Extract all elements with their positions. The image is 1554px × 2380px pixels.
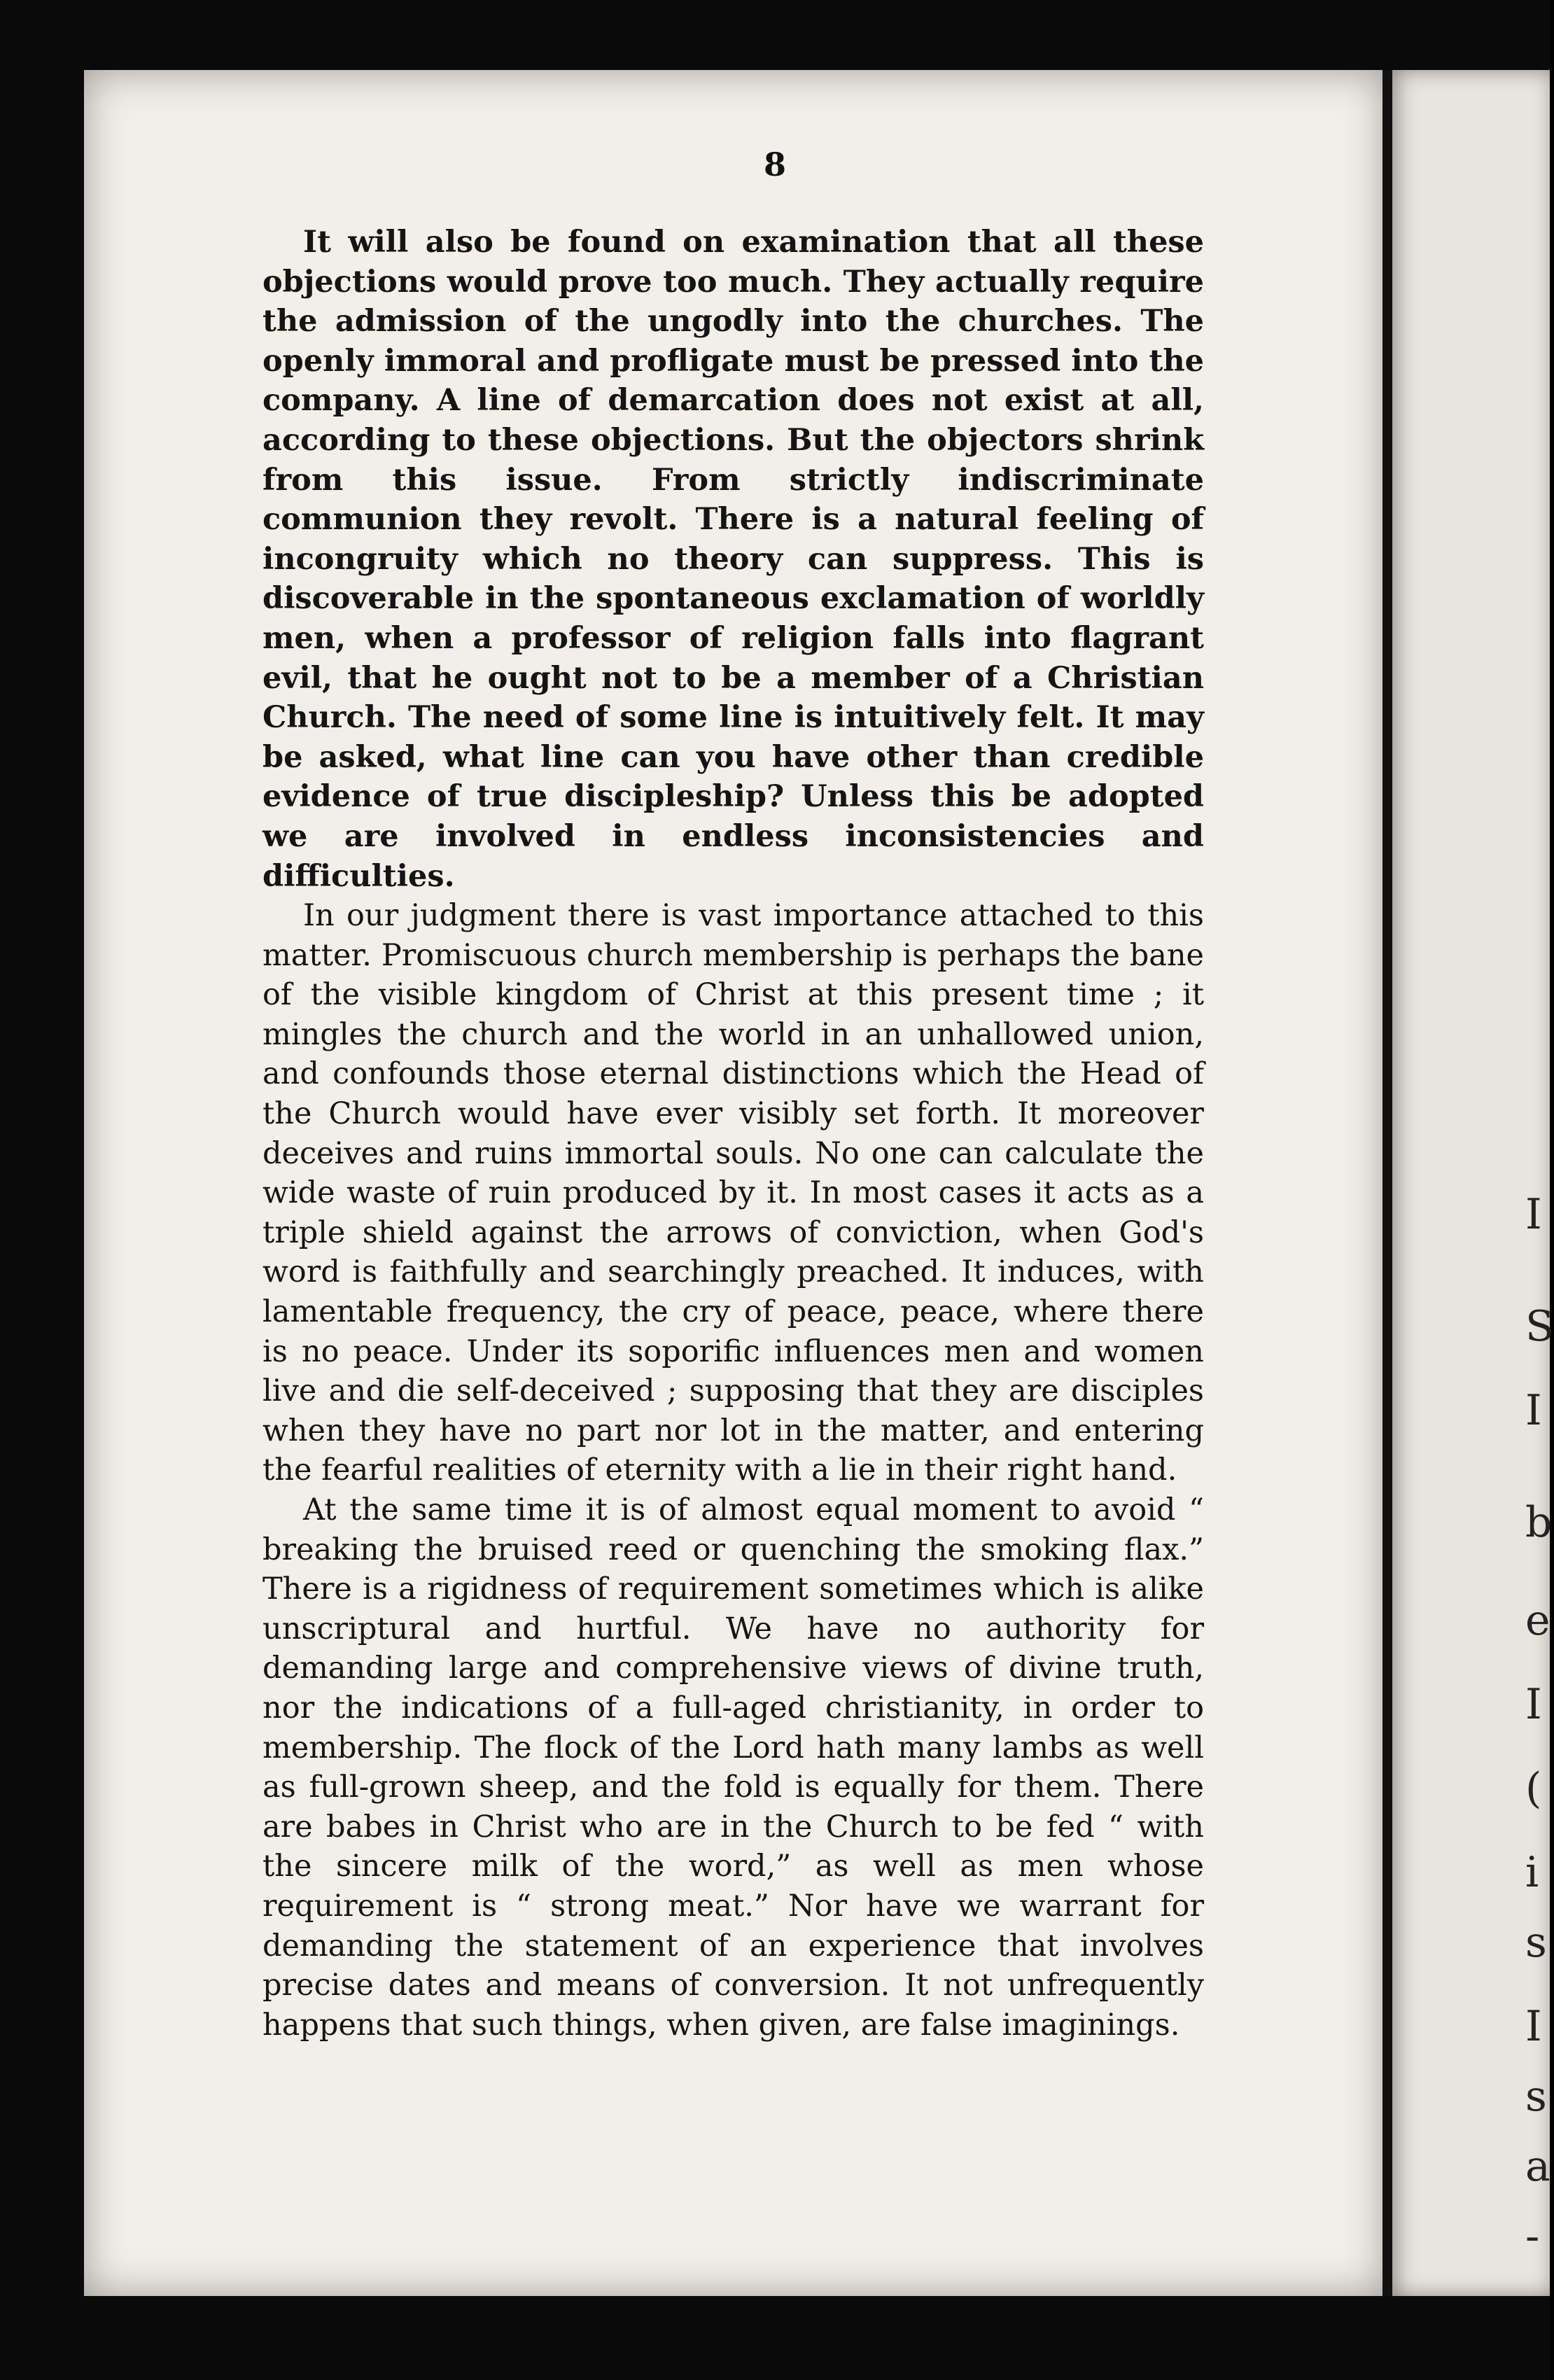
paragraph: At the same time it is of almost equal moment to avoid “ breaking the bruised reed or quenching the smoking flax.” There is a rigidness of requirement sometimes which is alike unscriptural and hurtful. We have no authority for demanding large and comprehensive views of divine truth, nor the indications of a full-aged christianity, in order to membership. The flock of the Lord hath many lambs as well as full-grown sheep, and the fold is equally for them. There are babes in Christ who are in the Church to be fed “ with the sincere milk of the word,” as well as men whose requirement is “ strong meat.” Nor have we warrant for demanding the statement of an experience that involves precise dates and means of conversion. It not unfrequently happens that such things, when given, are false imaginings. (262, 1492, 1204, 2043)
body-text (262, 223, 1204, 2045)
paragraph: It will also be found on examination that all these objections would prove too much. They actually require the admission of the ungodly into the churches. The openly immoral and profligate must be pressed into the company. A line of demarcation does not exist at all, according to these objections. But the objectors shrink from this issue. From strictly indiscriminate communion they revolt. There is a natural feeling of incongruity which no theory can suppress. This is discoverable in the spontaneous exclamation of worldly men, when a professor of religion falls into flagrant evil, that he ought not to be a member of a Christian Church. The need of some line is intuitively felt. It may be asked, what line can you have other than credible evidence of true discipleship? Unless this be adopted we are involved in endless inconsistencies and difficulties. (262, 225, 1204, 894)
adjacent-page-char: e (1525, 1596, 1550, 1645)
adjacent-page-char: S (1525, 1302, 1554, 1351)
adjacent-page-char: I (1525, 2002, 1542, 2051)
page-gutter (1382, 70, 1392, 2296)
adjacent-page-char: - (1525, 2212, 1540, 2261)
adjacent-page-char: i (1525, 1848, 1539, 1897)
adjacent-page-char: b (1525, 1498, 1553, 1547)
adjacent-page-char: a (1525, 2142, 1550, 2191)
adjacent-page-char: I (1525, 1680, 1542, 1729)
page-number: 8 (763, 146, 786, 183)
adjacent-page-char: I (1525, 1386, 1542, 1435)
adjacent-page-char: s (1525, 2072, 1547, 2121)
adjacent-page-char: ( (1525, 1764, 1542, 1813)
adjacent-page-char: s (1525, 1918, 1547, 1967)
adjacent-page-edge (1392, 70, 1554, 2296)
adjacent-page-char: I (1525, 1190, 1542, 1239)
paragraph: In our judgment there is vast importance attached to this matter. Promiscuous church membership is perhaps the bane of the visible kingdom of Christ at this present time ; it mingles the church and the world in an unhallowed union, and confounds those eternal distinctions which the Head of the Church would have ever visibly set forth. It moreover deceives and ruins immortal souls. No one can calculate the wide waste of ruin produced by it. In most cases it acts as a triple shield against the arrows of conviction, when God's word is faithfully and searchingly preached. It induces, with lamentable frequency, the cry of peace, peace, where there is no peace. Under its soporific influences men and women live and die self-deceived ; supposing that they are disciples when they have no part nor lot in the matter, and entering the fearful realities of eternity with a lie in their right hand. (262, 898, 1204, 1488)
